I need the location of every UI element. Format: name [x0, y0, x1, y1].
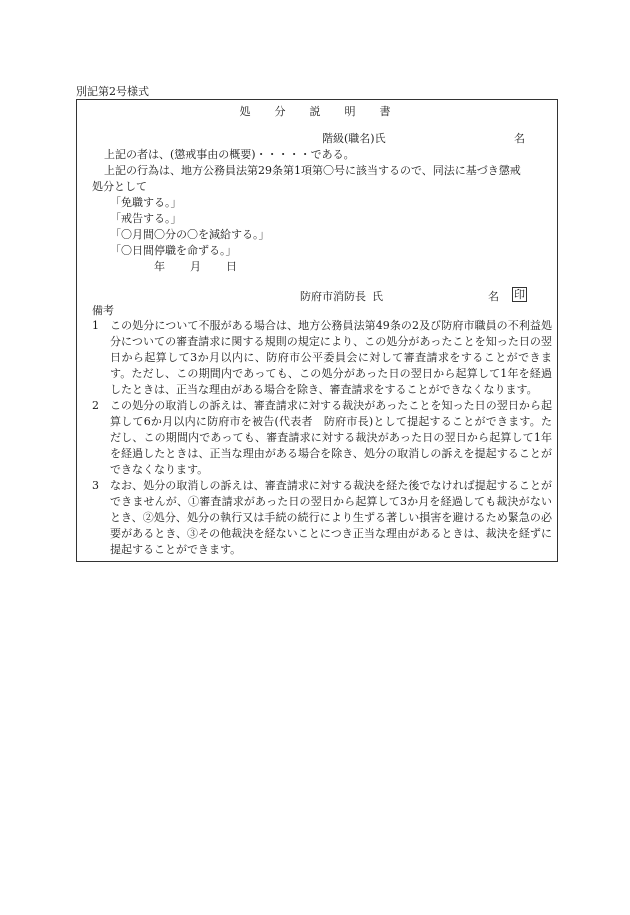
body-line-1: 上記の者は、(懲戒事由の概要)・・・・・である。: [104, 148, 355, 161]
date-year: 年: [154, 260, 165, 273]
option-pay-reduction: 「〇月間〇分の〇を減給する。」: [110, 228, 270, 241]
remark-number: 2: [92, 399, 99, 412]
remarks-list: [92, 318, 552, 558]
seal-stamp: 印: [514, 288, 525, 301]
form-number-label: 別記第2号様式: [76, 85, 149, 98]
remark-text: この処分の取消しの訴えは、審査請求に対する裁決があったことを知った日の翌日から起算して6か月以内に防府市を被告(代表者 防府市長)として提起することができます。ただし、この期間内であっても、審査請求に対する裁決があった日の翌日から起算して1年を経過したときは、正当な理由がある場合を除き、処分の取消しの訴えを提起することができなくなります。: [110, 399, 552, 476]
date-month: 月: [190, 260, 201, 273]
remark-item: [92, 318, 552, 398]
body-line-3: 処分として: [92, 180, 147, 193]
recipient-rank-label: 階級(職名)氏: [322, 132, 386, 145]
remarks-heading: 備考: [92, 304, 114, 317]
option-reprimand: 「戒告する。」: [110, 212, 182, 225]
remark-text: この処分について不服がある場合は、地方公務員法第49条の2及び防府市職員の不利益処分についての審査請求に関する規則の規定により、この処分があったことを知った日の翌日から起算して3か月以内に、防府市公平委員会に対して審査請求をすることができます。ただし、この期間内であっても、この処分があった日の翌日から起算して1年を経過したときは、正当な理由がある場合を除き、審査請求をすることができなくなります。: [110, 319, 552, 396]
issuer-mei: 名: [488, 290, 499, 303]
body-line-2: 上記の行為は、地方公務員法第29条第1項第〇号に該当するので、同法に基づき懲戒: [104, 164, 521, 177]
remark-number: 3: [92, 479, 99, 492]
issuer-title: 防府市消防長: [300, 290, 366, 303]
remark-text: なお、処分の取消しの訴えは、審査請求に対する裁決を経た後でなければ提起することができませんが、①審査請求があった日の翌日から起算して3か月を経過しても裁決がないとき、②処分、処分の執行又は手続の続行により生ずる著しい損害を避けるため緊急の必要があるとき、③その他裁決を経ないことにつき正当な理由があるときは、裁決を経ずに提起することができます。: [110, 479, 552, 556]
option-dismissal: 「免職する。」: [110, 196, 182, 209]
remark-number: 1: [92, 319, 99, 332]
recipient-name-suffix: 名: [514, 132, 525, 145]
document-title: 処分説明書: [239, 105, 415, 118]
remark-item: [92, 478, 552, 558]
remark-item: [92, 398, 552, 478]
option-suspension: 「〇日間停職を命ずる。」: [110, 244, 237, 257]
date-day: 日: [226, 260, 237, 273]
issuer-shi: 氏: [372, 290, 383, 303]
seal-mark: [510, 287, 527, 303]
